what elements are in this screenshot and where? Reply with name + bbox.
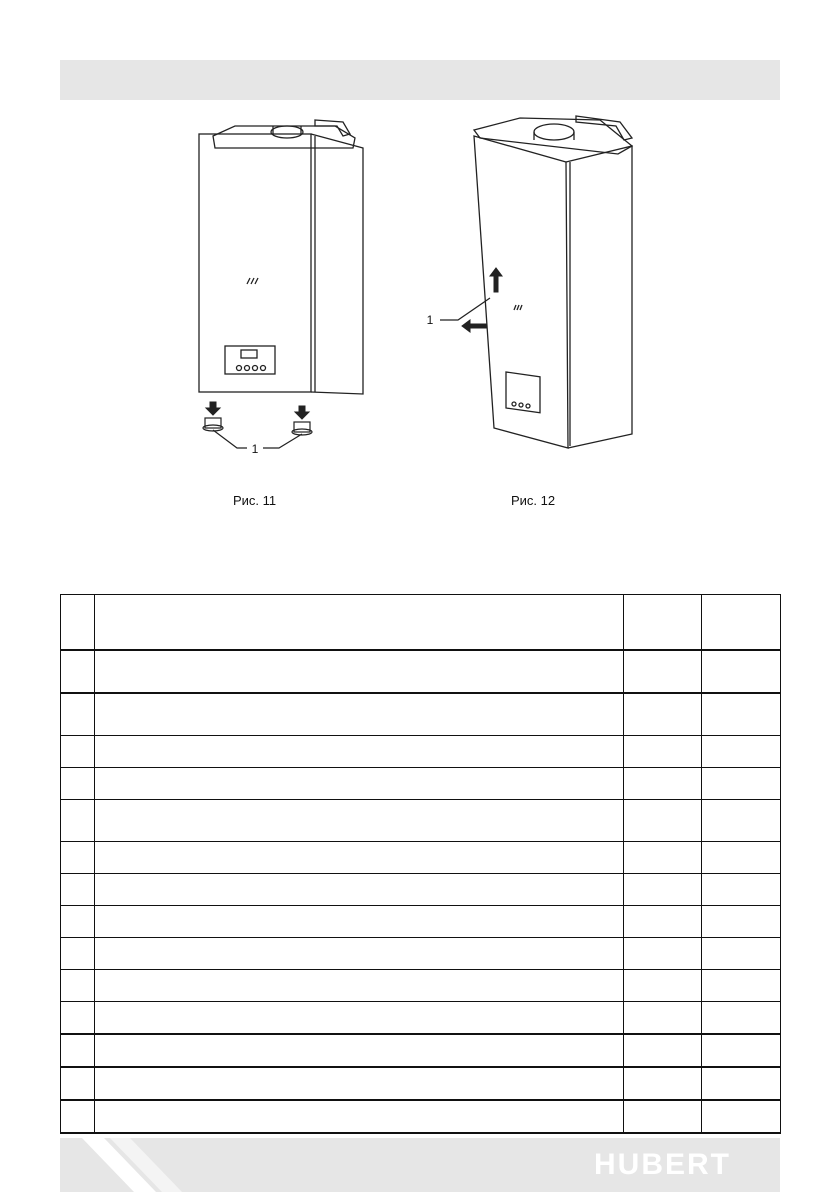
figure-12-caption: Рис. 12 <box>511 493 556 508</box>
table-row <box>61 650 781 693</box>
figure-11-callout: 1 <box>251 442 259 456</box>
figure-11-illustration <box>185 112 385 472</box>
figure-11-caption: Рис. 11 <box>233 493 277 508</box>
table-row <box>61 938 781 970</box>
table-row <box>61 736 781 768</box>
table-row <box>61 800 781 842</box>
table-row <box>61 1100 781 1133</box>
table-row <box>61 842 781 874</box>
table-row <box>61 768 781 800</box>
spec-table <box>60 594 781 1134</box>
table-row <box>61 1002 781 1035</box>
hubert-logo <box>594 1146 764 1180</box>
figure-12-callout: 1 <box>426 313 434 327</box>
header-band <box>60 60 780 100</box>
footer-band <box>60 1138 780 1192</box>
figure-12-illustration <box>410 98 650 468</box>
table-row <box>61 1067 781 1100</box>
brand-name: HUBERT <box>594 1148 731 1180</box>
table-row <box>61 1034 781 1067</box>
table-row <box>61 874 781 906</box>
table-header-row <box>61 595 781 651</box>
table-row <box>61 970 781 1002</box>
table-row <box>61 906 781 938</box>
table-row <box>61 693 781 736</box>
